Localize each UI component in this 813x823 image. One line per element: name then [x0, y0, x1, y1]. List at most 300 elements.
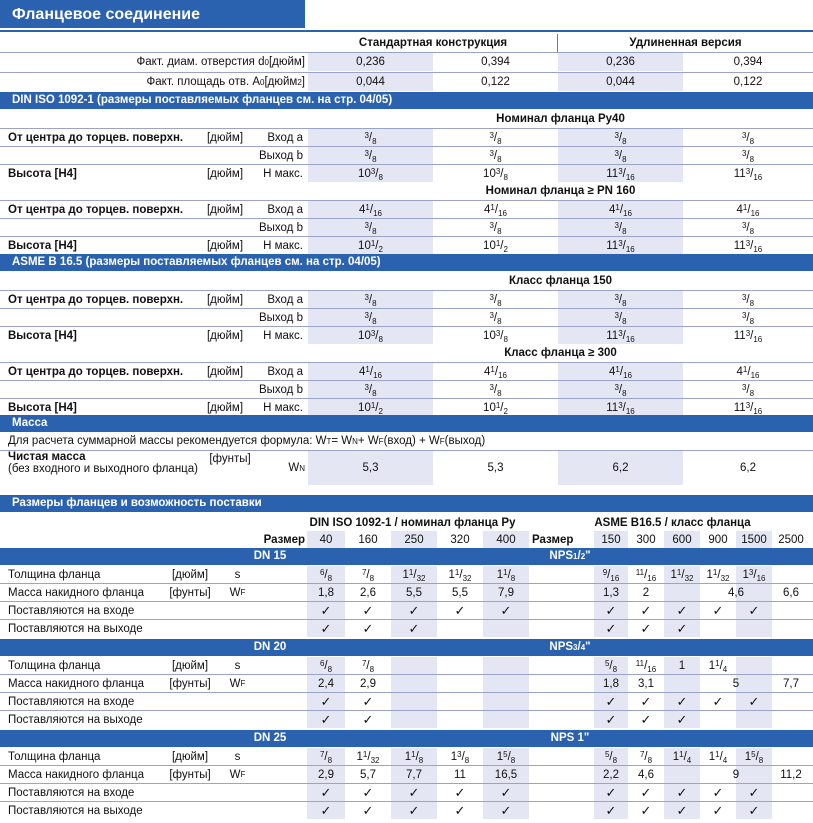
din-value: ✓: [307, 620, 345, 637]
asme-value: ✓: [712, 602, 724, 618]
net-mass-label: [8, 451, 208, 485]
net-mass-title: Чистая масса: [8, 451, 86, 463]
nps-label: NPS 1 / 2 ": [520, 548, 620, 565]
numerator: 1: [742, 364, 748, 374]
fraction: $10^3/_8$: [358, 328, 383, 344]
fraction: $^7/_8$: [319, 749, 333, 765]
flange-row-out: [0, 620, 813, 637]
fraction: $10^3/_8$: [483, 166, 508, 182]
fraction: $^3/_8$: [364, 220, 377, 236]
group-row-a: [0, 291, 813, 308]
unit-label: [дюйм]: [206, 203, 244, 216]
asme-value: ✓: [640, 784, 652, 800]
asme-value: ✓: [736, 784, 772, 801]
group-row-b: [0, 309, 813, 326]
param-label: Вход a: [267, 203, 303, 216]
denominator: 16: [623, 370, 632, 380]
din-value: [437, 566, 483, 583]
fraction: $^3/_8$: [741, 148, 755, 164]
numerator: 3: [614, 310, 619, 320]
asme-mass: 9: [732, 768, 740, 781]
din-value: ✓: [362, 784, 374, 800]
din-value: [307, 566, 345, 583]
param-label: Выход b: [258, 311, 303, 324]
value: [558, 129, 683, 146]
fraction: $10^1/_2$: [358, 238, 383, 254]
asme-value: ✓: [736, 602, 772, 619]
numerator: 3: [364, 292, 369, 302]
dn-label: DN 25: [253, 732, 287, 744]
fraction: $^3/_8$: [614, 292, 627, 308]
subscript: F: [378, 436, 384, 446]
asme-value: ✓: [594, 693, 628, 710]
value: [433, 201, 558, 218]
fraction: $^3/_8$: [364, 310, 377, 326]
numerator: 6: [319, 658, 325, 668]
denominator: 4: [722, 664, 728, 674]
denominator: 8: [418, 755, 424, 765]
fraction: $^3/_8$: [741, 382, 755, 398]
din-value: [345, 748, 391, 765]
value: [308, 147, 433, 164]
asme-value: [628, 566, 664, 583]
din-value: [483, 657, 529, 674]
din-value: [345, 566, 391, 583]
value: [308, 381, 433, 398]
unit-label: [фунты]: [169, 677, 211, 690]
numerator: 5: [503, 749, 508, 759]
denominator: 8: [749, 154, 755, 164]
dn-label: DN 20: [253, 641, 287, 653]
fraction: $^3/_8$: [364, 382, 377, 398]
value: [308, 219, 433, 236]
superscript: 2: [297, 77, 302, 87]
area-value: 0,122: [481, 76, 510, 88]
value: [683, 165, 813, 182]
value: [558, 147, 683, 164]
numerator: 3: [618, 400, 623, 410]
unit-label: [дюйм]: [206, 365, 244, 378]
numerator: 3: [489, 220, 494, 230]
subscript: F: [439, 436, 445, 446]
formula-row: [0, 432, 813, 450]
denominator: 8: [497, 298, 502, 308]
subscript: N: [352, 436, 358, 446]
denominator: 8: [497, 388, 502, 398]
symbol: s: [234, 750, 241, 763]
numerator: 1: [615, 364, 620, 374]
denominator: 8: [622, 136, 627, 146]
value: [683, 147, 813, 164]
din-family-header: DIN ISO 1092-1 / номинал фланца Py: [309, 516, 516, 529]
fraction: $10^1/_2$: [483, 238, 508, 254]
diam-value: 0,236: [308, 53, 433, 71]
diam-value: 0,394: [733, 56, 763, 68]
numerator: 3: [364, 382, 369, 392]
unit-label: [дюйм]: [206, 239, 244, 252]
group-header-row: [0, 110, 813, 128]
fraction: $^7/_8$: [639, 749, 653, 765]
denominator: 8: [749, 298, 755, 308]
denominator: 8: [369, 664, 375, 674]
fraction: $^3/_8$: [364, 148, 377, 164]
numerator: 3: [745, 166, 751, 176]
din-size: 250: [391, 531, 437, 548]
asme-mass: 11,2: [780, 768, 802, 781]
unit-label: [фунты]: [169, 768, 211, 781]
asme-value: [736, 620, 772, 637]
din-value: ✓: [307, 602, 345, 619]
denominator: 16: [750, 370, 760, 380]
value: [433, 237, 558, 254]
din-value: 2,9: [360, 677, 376, 690]
fraction: $11^3/_{16}$: [606, 400, 635, 416]
numerator: 7: [361, 658, 367, 668]
subscript: F: [240, 679, 246, 688]
numerator: 7: [319, 749, 325, 759]
asme-value: [772, 566, 810, 583]
unit-label: [дюйм]: [206, 401, 244, 414]
fraction: $11^3/_{16}$: [606, 238, 635, 254]
fraction: $1^1/_{32}$: [706, 567, 730, 583]
denominator: 8: [372, 316, 377, 326]
value: [558, 165, 683, 182]
din-value: ✓: [362, 693, 374, 709]
asme-value: [700, 620, 736, 637]
fraction: $^3/_8$: [614, 148, 627, 164]
row-label: Масса накидного фланца: [8, 677, 145, 690]
unit-label: [дюйм]: [171, 750, 209, 763]
size-row: [0, 531, 813, 548]
asme-value: ✓: [712, 802, 724, 818]
fraction: $1^1/_4$: [672, 749, 692, 765]
denominator: 4: [580, 643, 586, 652]
numerator: 3: [489, 292, 494, 302]
din-value: [437, 675, 483, 692]
flange-row-t: [0, 748, 813, 765]
din-bar: DIN ISO 1092-1 (размеры поставляемых фланцев см. на стр. 04/05): [0, 92, 813, 109]
din-value: [391, 711, 437, 728]
din-size: 320: [450, 533, 470, 546]
denominator: 8: [749, 136, 755, 146]
value: [683, 327, 813, 344]
param-label: H макс.: [263, 401, 303, 414]
asme-value: [700, 748, 736, 765]
numerator: 1: [454, 567, 460, 577]
flange-row-in: [0, 602, 813, 619]
denominator: 16: [610, 573, 620, 583]
numerator: 3: [741, 382, 747, 392]
fraction: $^3/_8$: [489, 148, 502, 164]
asme-value: ✓: [594, 784, 628, 801]
numerator: 1: [615, 202, 620, 212]
din-value: 5,5: [452, 586, 468, 599]
din-value: [437, 693, 483, 710]
group-row-a: [0, 363, 813, 380]
fraction: $^3/_8$: [364, 130, 377, 146]
diam-value: 0,394: [481, 56, 510, 68]
value: [308, 201, 433, 218]
fraction: $^7/_8$: [361, 658, 375, 674]
asme-value: [664, 748, 700, 765]
din-value: [307, 657, 345, 674]
din-value: [437, 620, 483, 637]
symbol: W F: [229, 586, 246, 599]
fraction: $11^3/_{16}$: [606, 166, 635, 182]
asme-value: ✓: [594, 620, 628, 637]
din-value: [437, 711, 483, 728]
denominator: 16: [753, 172, 763, 182]
group-header: Номинал фланца Py40: [496, 113, 625, 125]
denominator: 8: [327, 664, 333, 674]
unit-label: [фунты]: [169, 586, 211, 599]
din-value: 5,7: [360, 768, 376, 781]
group-row-b: [0, 219, 813, 236]
value: [433, 309, 558, 326]
denominator: 8: [622, 388, 627, 398]
fraction: $^3/_8$: [489, 292, 502, 308]
denominator: 8: [647, 755, 653, 765]
fraction: $1^1/_8$: [496, 567, 516, 583]
unit-label: [дюйм]: [206, 131, 244, 144]
flange-row-m: [0, 766, 813, 783]
numerator: 11: [635, 658, 645, 668]
param-label: Вход a: [267, 365, 303, 378]
group-header-row: [0, 272, 813, 290]
asme-mass: 1,3: [603, 586, 619, 599]
asme-value: [772, 711, 810, 728]
din-value: 11: [454, 768, 466, 781]
flange-row-out: [0, 802, 813, 819]
flanges-bar: Размеры фланцев и возможность поставки: [0, 495, 813, 512]
fraction: $4^1/_{16}$: [484, 202, 507, 218]
din-value: ✓: [391, 602, 437, 619]
row-label: Поставляются на выходе: [8, 713, 143, 726]
symbol: s: [234, 659, 241, 672]
denominator: 8: [327, 755, 333, 765]
denominator: 16: [753, 334, 763, 344]
net-mass-value: 5,3: [308, 451, 433, 485]
row-label: Толщина фланца: [8, 659, 101, 672]
denominator: 8: [510, 573, 516, 583]
denominator: 8: [497, 154, 502, 164]
fraction: $1^1/_8$: [404, 749, 424, 765]
denominator: 32: [720, 573, 730, 583]
group-row-a: [0, 201, 813, 218]
asme-mass: 4,6: [728, 586, 744, 599]
group-row-b: [0, 381, 813, 398]
numerator: 1: [370, 238, 376, 248]
asme-size: 600: [664, 531, 700, 548]
asme-value: ✓: [594, 711, 628, 728]
asme-value: [664, 584, 700, 601]
fraction: $4^1/_{16}$: [736, 202, 760, 218]
value: [308, 237, 433, 254]
denominator: 8: [749, 388, 755, 398]
fraction: $^7/_8$: [361, 567, 375, 583]
denominator: 16: [373, 370, 382, 380]
area-row: [0, 73, 813, 91]
asme-size: 2500: [778, 533, 804, 546]
fraction: $^3/_8$: [364, 292, 377, 308]
value: [308, 309, 433, 326]
value: [558, 201, 683, 218]
fraction: $1^5/_8$: [744, 749, 764, 765]
row-label: Масса накидного фланца: [8, 768, 145, 781]
fraction: $^5/_8$: [604, 749, 618, 765]
subscript: T: [326, 436, 332, 446]
net-mass-row: [0, 451, 813, 485]
numerator: 9: [602, 567, 608, 577]
param-label: H макс.: [263, 329, 303, 342]
numerator: 1: [742, 202, 748, 212]
fraction: $10^3/_8$: [358, 166, 383, 182]
group-row-h: [0, 399, 813, 416]
asme-value: ✓: [712, 693, 724, 709]
flange-row-t: [0, 657, 813, 674]
din-value: ✓: [362, 602, 374, 618]
fraction: $^3/_8$: [741, 220, 755, 236]
numerator: 5: [604, 749, 610, 759]
din-value: [345, 657, 391, 674]
din-value: ✓: [483, 784, 529, 801]
nps-label: NPS 1": [550, 732, 590, 744]
din-value: 2,4: [307, 675, 345, 692]
fraction: $11^3/_{16}$: [606, 328, 635, 344]
flange-row-in: [0, 784, 813, 801]
row-label: От центра до торцев. поверхн.: [8, 203, 184, 216]
fraction: $11^3/_{16}$: [733, 400, 763, 416]
fraction: $4^1/_{16}$: [484, 364, 507, 380]
numerator: 3: [741, 148, 747, 158]
value: [558, 291, 683, 308]
numerator: 3: [614, 382, 619, 392]
dn-bar: [0, 730, 813, 747]
area-value: 0,122: [733, 76, 763, 88]
asme-size: 150: [594, 531, 628, 548]
fraction: $4^1/_{16}$: [736, 364, 760, 380]
denominator: 8: [497, 226, 502, 236]
denominator: 8: [622, 298, 627, 308]
numerator: 1: [490, 202, 495, 212]
asme-size: 1500: [736, 531, 772, 548]
din-value: [391, 693, 437, 710]
numerator: 3: [745, 238, 751, 248]
numerator: 3: [614, 148, 619, 158]
din-value: ✓: [307, 711, 345, 728]
asme-value: [772, 802, 810, 819]
param-label: Вход a: [267, 131, 303, 144]
din-value: 2,6: [360, 586, 376, 599]
fraction: $^3/_8$: [741, 292, 755, 308]
denominator: 8: [497, 136, 502, 146]
value: [433, 219, 558, 236]
row-label: От центра до торцев. поверхн.: [8, 365, 184, 378]
din-size: 400: [483, 531, 529, 548]
numerator: 3: [614, 220, 619, 230]
asme-value: ✓: [736, 802, 772, 819]
asme-value: [772, 657, 810, 674]
numerator: 3: [495, 328, 501, 338]
denominator: 16: [625, 406, 635, 416]
fraction: $1^1/_4$: [708, 658, 728, 674]
value: [433, 327, 558, 344]
unit-label: [дюйм]: [206, 293, 244, 306]
fraction: $^3/_8$: [614, 310, 627, 326]
asme-value: [772, 620, 810, 637]
size-label: Размер: [532, 533, 574, 546]
numerator: 5: [604, 658, 610, 668]
column-header-row: [0, 34, 813, 52]
row-label: Поставляются на входе: [8, 786, 135, 799]
denominator: 2: [378, 244, 383, 254]
denominator: 8: [612, 664, 618, 674]
group-row-h: [0, 237, 813, 254]
section-title: Фланцевое соединение: [0, 0, 305, 28]
denominator: 4: [722, 755, 728, 765]
asme-value: [772, 602, 810, 619]
title-rule: [0, 30, 813, 32]
size-label: Размер: [263, 533, 305, 546]
numerator: 1: [503, 567, 508, 577]
numerator: 3: [741, 130, 747, 140]
fraction: $4^1/_{16}$: [359, 202, 382, 218]
asme-mass: 6,6: [783, 586, 799, 599]
subscript: 0: [264, 57, 269, 67]
din-value: 2,9: [307, 766, 345, 783]
group-header-row: [0, 182, 813, 200]
din-value: [391, 566, 437, 583]
row-label: Поставляются на выходе: [8, 622, 143, 635]
fraction: $^6/_8$: [319, 658, 333, 674]
row-label: Высота [H4]: [8, 167, 77, 180]
fraction: $1^5/_8$: [496, 749, 516, 765]
numerator: 3: [573, 643, 578, 652]
numerator: 3: [618, 166, 623, 176]
din-value: ✓: [362, 620, 374, 636]
value: [308, 291, 433, 308]
formula: Для расчета суммарной массы рекомендуется формула: W T = W N + W F (вход) + W F (выход): [8, 435, 486, 447]
dn-bar: [0, 639, 813, 656]
asme-value: [700, 566, 736, 583]
row-label: Толщина фланца: [8, 568, 101, 581]
value: [558, 381, 683, 398]
din-value: ✓: [362, 802, 374, 818]
asme-size: 300: [636, 533, 656, 546]
numerator: 1: [573, 552, 578, 561]
value: [433, 381, 558, 398]
numerator: 3: [745, 328, 751, 338]
numerator: 3: [614, 130, 619, 140]
din-value: ✓: [307, 802, 345, 819]
din-value: [391, 748, 437, 765]
fraction: $^9/_{16}$: [602, 567, 620, 583]
group-header: Класс фланца 150: [508, 275, 613, 287]
param-label: Выход b: [258, 149, 303, 162]
asme-value: [700, 657, 736, 674]
area-value: 0,044: [308, 73, 433, 91]
value: [308, 327, 433, 344]
value: [558, 237, 683, 254]
param-label: Выход b: [258, 383, 303, 396]
area-value: 0,044: [558, 73, 683, 91]
denominator: 8: [503, 172, 508, 182]
group-row-h: [0, 165, 813, 182]
value: [683, 381, 813, 398]
din-value: 16,5: [483, 766, 529, 783]
net-mass-note: (без входного и выходного фланца): [8, 463, 198, 475]
numerator: 1: [365, 364, 370, 374]
